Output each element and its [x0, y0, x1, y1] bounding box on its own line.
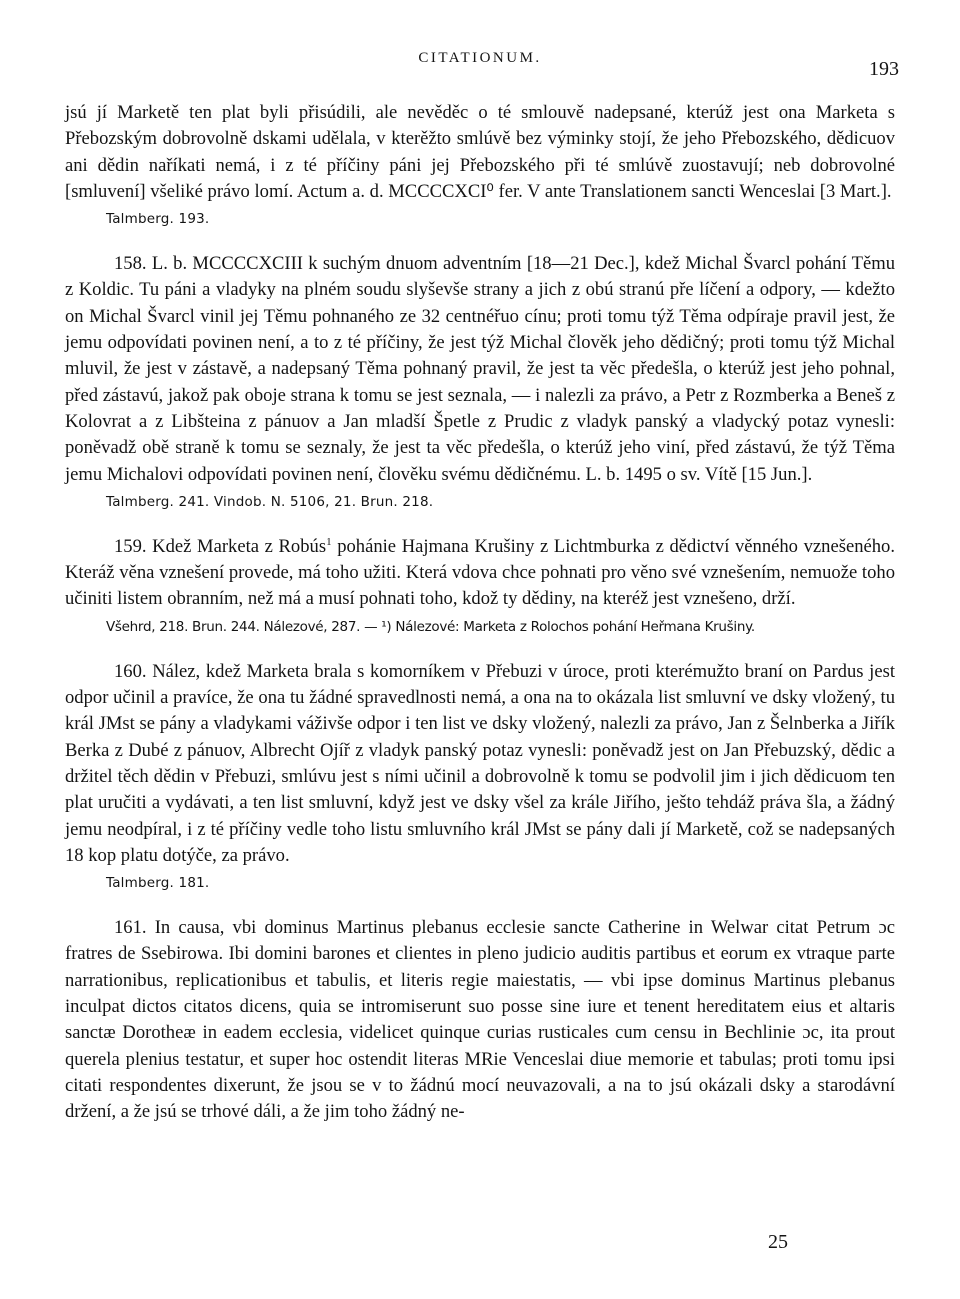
- entry-159-lead: 159. Kdež Marketa z Robús: [114, 535, 327, 557]
- page-number: 193: [869, 58, 899, 80]
- entry-159: [65, 534, 895, 613]
- source-reference: Talmberg. 193.: [106, 211, 210, 228]
- signature-mark: 25: [768, 1231, 788, 1253]
- entry-160: 160. Nález, kdež Marketa brala s komorníkem v Přebuzi v úroce, proti kterémužto braní on Pardus jest odpor učinil a pravíce, že ona tu žádné spravedlnosti nemá, a ona na to okázala list smluvní ve dsky vložený, tu král JMst se pány a vladykami váživše odpor i ten list ve dsky vložený, nalezli za právo, Jan z Šelnberka a Jiřík Berka z Dubé z pánuov, Albrecht Ojíř z vladyk panský potaz vynesli: poněvadž jest on Jan Přebuzský, dědic a držitel těch dědin v Přebuzi, smlúvu jest s ními učinil a dobrovolně k tomu se podvolil jim i jich dědicuom ten plat uručiti a vydávati, a ten list smluvní, když jest ve dsky všel za krále Jiřího, ješto tehdáž práva šla, a žádný jemu neodpíral, i z té příčiny vedle toho listu smluvního král JMst se pány dali jí Marketě, což se nadepsaných 18 kop platu dotýče, za právo.: [65, 660, 895, 866]
- body-text: [65, 100, 895, 1126]
- footnote-mark: 1: [326, 535, 332, 548]
- entry-158: 158. L. b. MCCCCXCIII k suchým dnuom adventním [18—21 Dec.], kdež Michal Švarcl pohání Těmu z Koldic. Tu páni a vladyky na plném soudu slyševše strany a jich z obú stranú pře líčení a odpory, — kdežto on Michal Švarcl vinil jej Těmu pohnaného ze 32 centnéřuo cínu; proti tomu týž Těma odpíraje pravil jest, že jemu odpovídati povinen není, a to z té příčiny, že jest týž Michal člověk jeho dědičný; proti tomu týž Michal mluvil, že jest v zástavě, a nadepsaný Těma pohnaný pravil, že jest ta věc předešla, o kterúž jest jeho pohnal, před zástavú, jakož pak oboje strana k tomu se jest seznala, — i nalezli za právo, a Petr z Rozmberka a Beneš z Kolovrat a z Libšteina z pánuov a Jan mladší Špetle z Prudic z vladyk panský a vladycký potaz vynesli: poněvadž obě straně k tomu se seznaly, že jest ta věc předešla, o kterúž jeho viní, před zástavú, že týž Těma jemu Michalovi odpovídati povinen není, člověku svému dědičnému. L. b. 1495 o sv. Vítě [15 Jun.].: [65, 253, 895, 485]
- source-reference: Talmberg. 241. Vindob. N. 5106, 21. Brun. 218.: [106, 493, 434, 510]
- source-reference: Talmberg. 181.: [106, 875, 210, 892]
- paragraph-continuation: jsú jí Marketě ten plat byli přisúdili, ale nevěděc o té smlouvě nadepsané, kterúž jest ona Marketa s Přebozským dobrovolně dskami udělala, v kterěžto smlúvě bez výminky stojí, že jeho Přebozského, dědicuov ani dědin naříkati nemá, i z té příčiny páni jej Přebozského při té smlúvě zuostavují; neb dobrovolné [smluvení] všeliké právo lomí. Actum a. d. MCCCCXCI⁰ fer. V ante Translationem sancti Wenceslai [3 Mart.].: [65, 102, 895, 202]
- entry-161: 161. In causa, vbi dominus Martinus plebanus ecclesie sancte Catherine in Welwar citat Petrum ɔc fratres de Ssebirowa. Ibi domini barones et clientes in pleno judicio auditis partibus et eorum ex vtraque parte narrationibus, replicationibus et tabulis, et literis regie maiestatis, — vbi ipse dominus Martinus plebanus inculpat dictos citatos dicens, quia se intromiserunt suo posse sine iure et tenent hereditatem eius et altaris sanctæ Dorotheæ in eadem ecclesia, videlicet quinque curias rusticales cum censu in Bechlinie ɔc, ita prout querela plenius testatur, et super hoc ostendit literas MRie Venceslai diue memorie et tabulas; proti tomu ipsi citati respondentes dixerunt, že jsou se v to žádnú mocí neuvazovali, a na to jsú okázali dsky a starodávní držení, a že jsú se trhové dáli, a že jim toho žádný ne-: [65, 917, 895, 1123]
- entry-159-body: pohánie Hajmana Krušiny z Lichtmburka z dědictví věnného vznešeného. Kteráž věna vznešení provede, má toho užiti. Která vdova chce pohnati pro věno své vznešením, nemuože toho učiniti listem obranním, než má a musí pohnati toho, kdož ty dědiny, na kteréž jest vznešeno, drží.: [65, 535, 896, 610]
- running-title: CITATIONUM.: [418, 50, 542, 66]
- source-reference: Všehrd, 218. Brun. 244. Nálezové, 287. — ¹) Nálezové: Marketa z Rolochos pohání Heřmana Krušiny.: [106, 618, 755, 635]
